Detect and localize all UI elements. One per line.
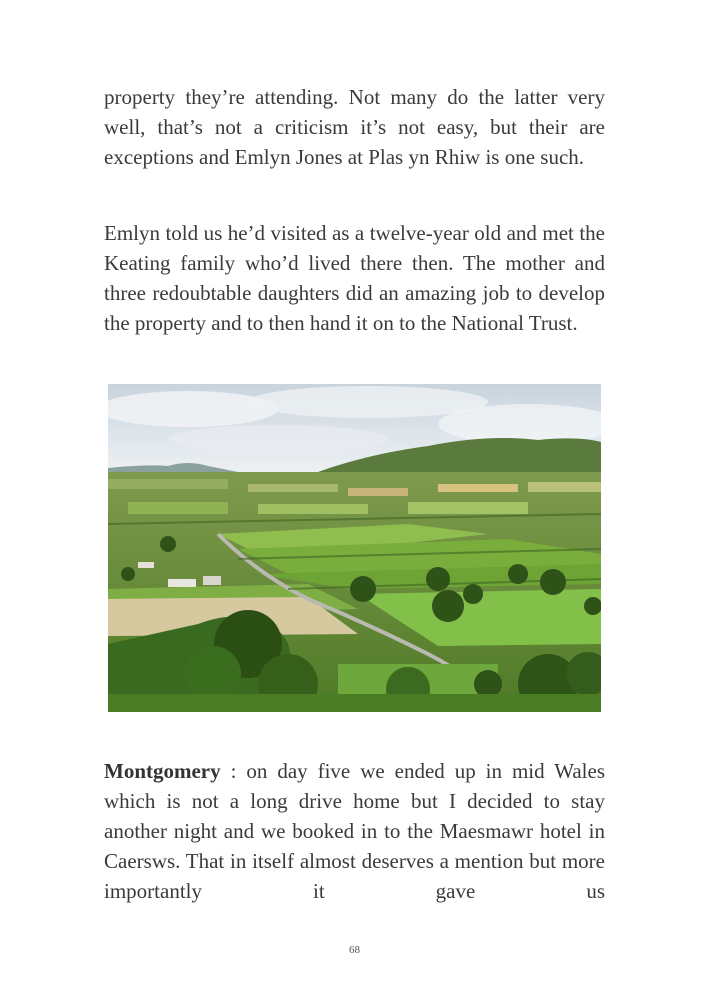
paragraph-3 bbox=[104, 756, 605, 906]
landscape-photo bbox=[108, 384, 601, 712]
paragraph-2: Emlyn told us he’d visited as a twelve-year old and met the Keating family who’d lived there then. The mother and three redoubtable daughters did an amazing job to develop the property and to then hand it on to the National Trust. bbox=[104, 221, 605, 335]
paragraph-1: property they’re attending. Not many do the latter very well, that’s not a criticism it’s not easy, but their are exceptions and Emlyn Jones at Plas yn Rhiw is one such. bbox=[104, 85, 605, 169]
paragraph-3-body: : on day five we ended up in mid Wales which is not a long drive home but I decided to stay another night and we booked in to the Maesmawr hotel in Caersws. That in itself almost deserves a mention but more importantly it gave us bbox=[104, 759, 605, 903]
page-number: 68 bbox=[349, 944, 360, 956]
place-heading: Montgomery bbox=[104, 759, 221, 783]
